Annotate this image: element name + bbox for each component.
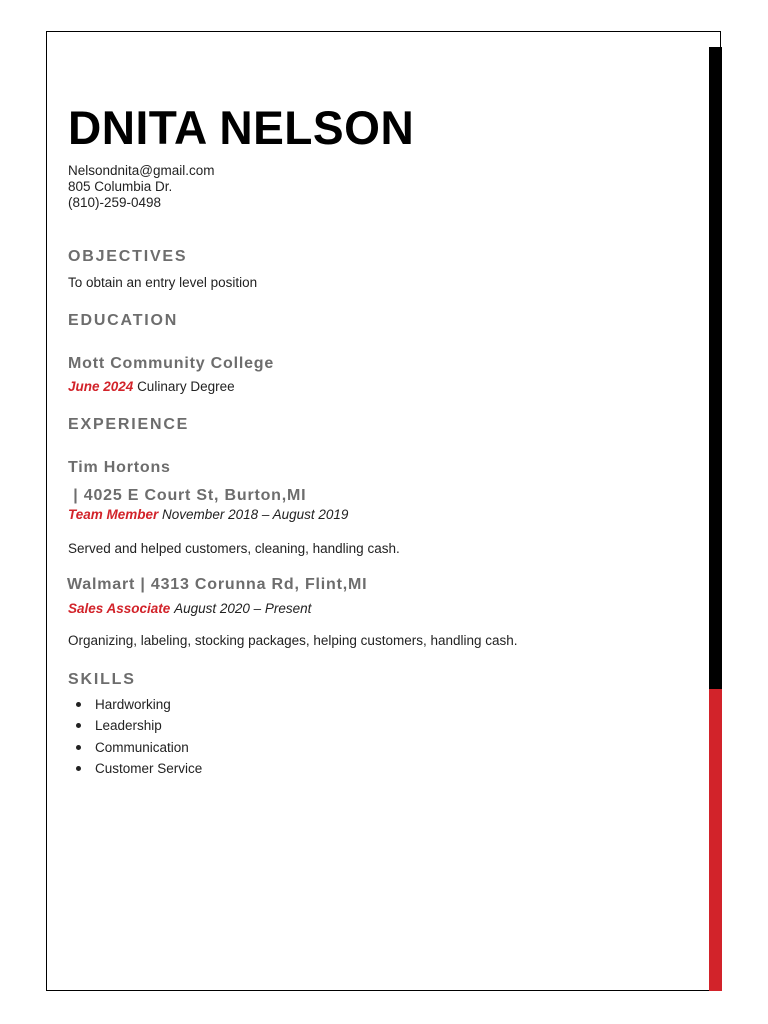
job-role: Team Member [68, 507, 159, 522]
bullet-icon [76, 766, 81, 771]
objectives-text: To obtain an entry level position [68, 275, 258, 290]
job-role-line [68, 601, 311, 617]
skill-label: Leadership [95, 718, 162, 734]
skill-item [68, 761, 202, 782]
bullet-icon [76, 702, 81, 707]
skills-list [68, 697, 202, 782]
job-dates: November 2018 – August 2019 [162, 507, 349, 522]
job-description: Organizing, labeling, stocking packages, helping customers, handling cash. [68, 633, 518, 648]
skill-item [68, 740, 202, 761]
job-employer-line: Walmart | 4313 Corunna Rd, Flint,MI [67, 576, 368, 593]
skill-item [68, 697, 202, 718]
job-description: Served and helped customers, cleaning, handling cash. [68, 541, 400, 556]
bullet-icon [76, 745, 81, 750]
education-degree: Culinary Degree [137, 379, 235, 394]
bullet-icon [76, 723, 81, 728]
job-location: | 4025 E Court St, Burton,MI [68, 487, 307, 504]
education-date: June 2024 [68, 379, 134, 394]
contact-address: 805 Columbia Dr. [68, 179, 173, 194]
experience-heading: EXPERIENCE [68, 416, 190, 433]
skill-label: Customer Service [95, 760, 203, 776]
job-role: Sales Associate [68, 601, 171, 616]
candidate-name: DNITA NELSON [68, 101, 415, 154]
job-dates: August 2020 – Present [174, 601, 312, 616]
job-role-line [68, 507, 348, 523]
contact-phone: (810)-259-0498 [68, 195, 162, 210]
skill-label: Communication [95, 739, 189, 755]
education-school: Mott Community College [68, 355, 275, 372]
side-bar-black [709, 47, 722, 689]
job-employer: Tim Hortons [68, 459, 171, 476]
objectives-heading: OBJECTIVES [68, 248, 188, 265]
education-detail [68, 379, 235, 395]
skill-label: Hardworking [95, 697, 171, 712]
side-bar-red [709, 689, 722, 991]
skills-heading: SKILLS [68, 671, 136, 688]
education-heading: EDUCATION [68, 312, 179, 329]
skill-item [68, 718, 202, 739]
contact-email: Nelsondnita@gmail.com [68, 163, 215, 178]
